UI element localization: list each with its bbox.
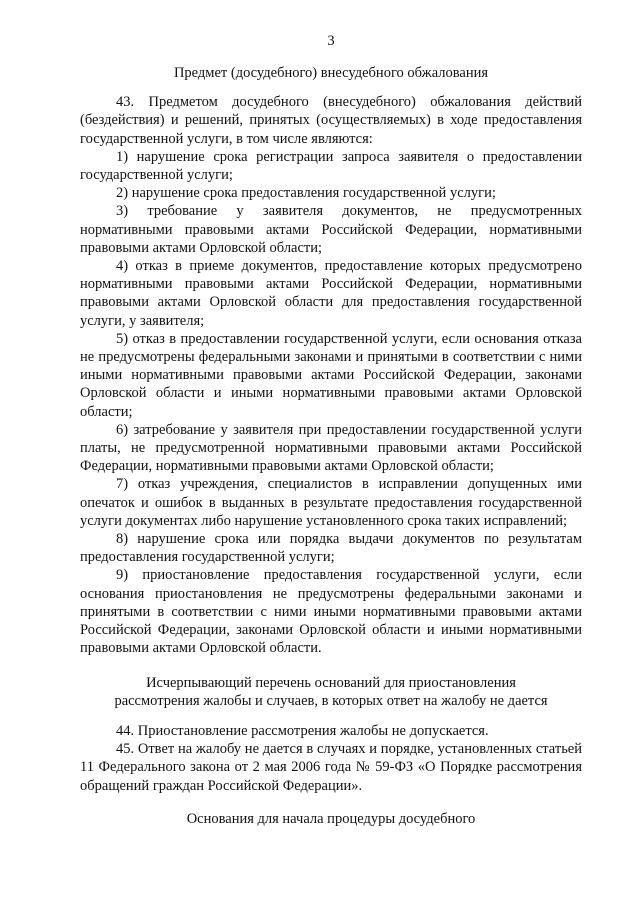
list-item-3: 3) требование у заявителя документов, не предусмотренных нормативными правовыми актами Российской Федерации, нормативными правовыми актами Орловской области; (80, 203, 582, 256)
paragraph-43: 43. Предметом досудебного (внесудебного) обжалования действий (бездействия) и решений, принятых (осуществляемых) в ходе предоставления государственной услуги, в том числе являются: (80, 94, 582, 147)
page-number: 3 (327, 33, 335, 49)
section-heading-appeal-subject: Предмет (досудебного) внесудебного обжалования (173, 65, 489, 81)
section-heading-suspension-line1: Исчерпывающий перечень оснований для приостановления (146, 674, 516, 691)
list-item-2: 2) нарушение срока предоставления государственной услуги; (116, 185, 496, 202)
paragraph-45: 45. Ответ на жалобу не дается в случаях и порядке, установленных статьей 11 Федерального закона от 2 мая 2006 года № 59-ФЗ «О Порядке рассмотрения обращений граждан Российской Федерации». (80, 741, 582, 794)
section-heading-suspension (80, 674, 582, 710)
section-body-appeal-subject (80, 93, 582, 657)
list-item-5: 5) отказ в предоставлении государственной услуги, если основания отказа не предусмотрены федеральными законами и принятыми в соответствии с ними иными нормативными правовыми актами Российской Федерации, законами Орловской области и иными нормативными правовыми актами Орловской области; (80, 330, 582, 420)
list-item-8: 8) нарушение срока или порядка выдачи документов по результатам предоставления государственной услуги; (80, 531, 582, 566)
list-item-6: 6) затребование у заявителя при предоставлении государственной услуги платы, не предусмотренной нормативными правовыми актами Российской Федерации, нормативными правовыми актами Орловской области; (80, 421, 582, 475)
section-body-suspension (80, 722, 582, 795)
list-item-9: 9) приостановление предоставления государственной услуги, если основания приостановления не предусмотрены федеральными законами и принятыми в соответствии с ними иными нормативными правовыми актами Российской Федерации, законами Орловской области и иными нормативными правовыми актами Орловской области. (80, 567, 582, 657)
list-item-7: 7) отказ учреждения, специалистов в исправлении допущенных ими опечаток и ошибок в выданных в результате предоставления государственной услуги документах либо нарушение установленного срока таких исправлений; (80, 476, 582, 529)
paragraph-44: 44. Приостановление рассмотрения жалобы не допускается. (116, 722, 489, 739)
list-item-4: 4) отказ в приеме документов, предоставление которых предусмотрено нормативными правовыми актами Российской Федерации, нормативными правовыми актами Орловской области для предоставления государственной услуги, у заявителя; (80, 258, 582, 329)
section-heading-suspension-line2: рассмотрения жалобы и случаев, в которых ответ на жалобу не дается (114, 692, 548, 709)
section-heading-procedure-start: Основания для начала процедуры досудебного (186, 810, 476, 827)
list-item-1: 1) нарушение срока регистрации запроса заявителя о предоставлении государственной услуги; (80, 148, 582, 184)
